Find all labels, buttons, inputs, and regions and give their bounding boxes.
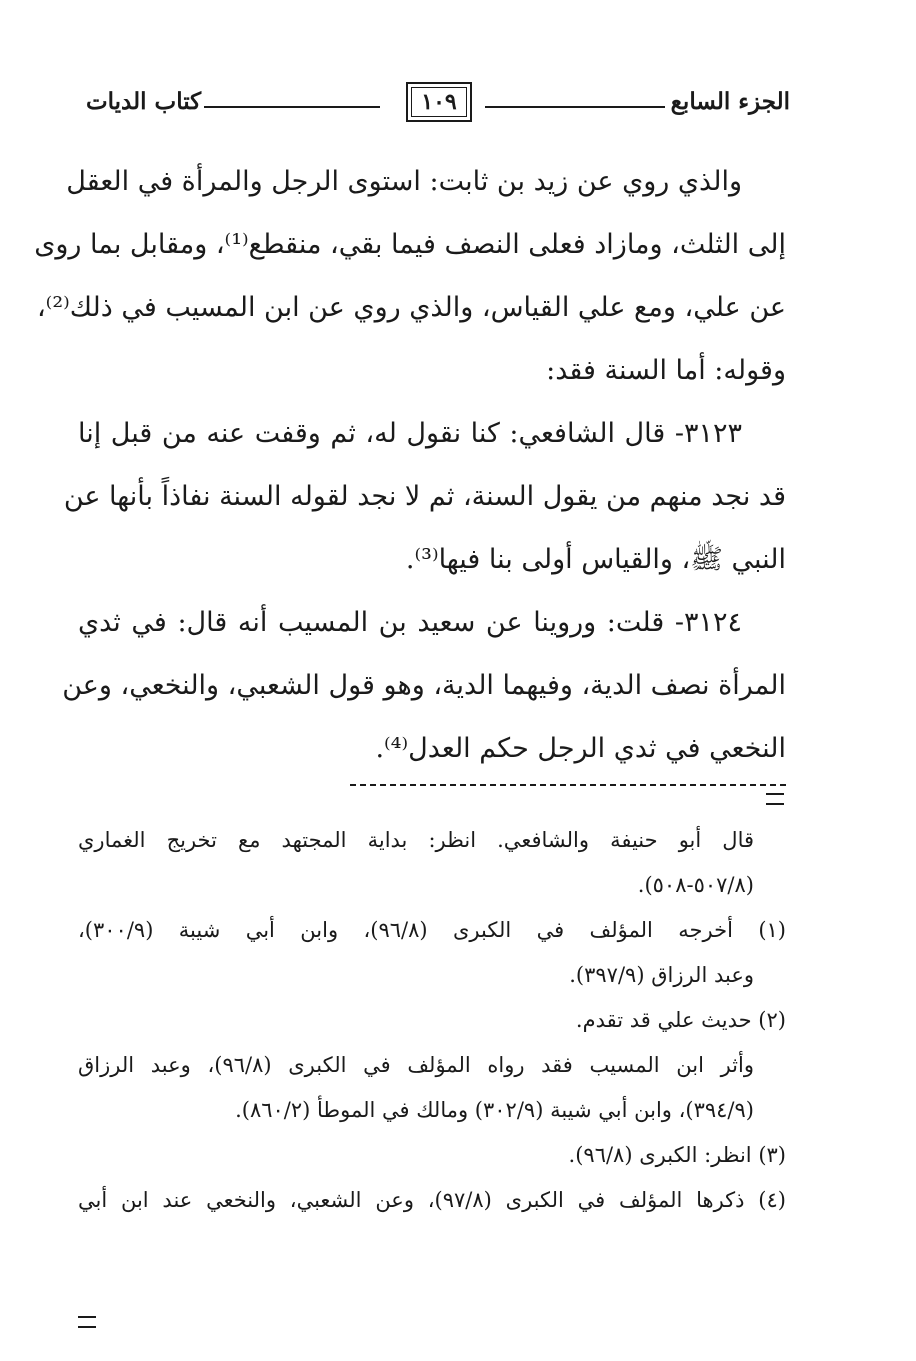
footnote-line: وأثر ابن المسيب فقد رواه المؤلف في الكبرى (٩٦/٨)، وعبد الرزاق	[78, 1053, 754, 1077]
continuation-mark	[78, 1316, 96, 1328]
header-book-title: كتاب الديات	[86, 88, 202, 115]
footnote-line: (٣٩٤/٩)، وابن أبي شيبة (٣٠٢/٩) ومالك في الموطأ (٨٦٠/٢).	[235, 1098, 754, 1122]
main-text	[34, 150, 786, 780]
text-line: المرأة نصف الدية، وفيهما الدية، وهو قول الشعبي، والنخعي، وعن	[62, 670, 786, 701]
footnote-line: (١) أخرجه المؤلف في الكبرى (٩٦/٨)، وابن أبي شيبة (٣٠٠/٩)،	[78, 918, 786, 942]
text-line: عن علي، ومع علي القياس، والذي روي عن ابن المسيب في ذلك⁽²⁾،	[36, 292, 786, 323]
footnote-line: (٥٠٧/٨-٥٠٨).	[637, 873, 754, 897]
page-number: ١٠٩	[406, 82, 472, 122]
footnote-line: (٤) ذكرها المؤلف في الكبرى (٩٧/٨)، وعن الشعبي، والنخعي عند ابن أبي	[78, 1188, 786, 1212]
footnote-line: وعبد الرزاق (٣٩٧/٩).	[569, 963, 754, 987]
text-line: ٣١٢٣- قال الشافعي: كنا نقول له، ثم وقفت عنه من قبل إنا	[78, 418, 742, 449]
running-header	[86, 82, 790, 128]
header-rule-right	[485, 106, 665, 108]
text-line: وقوله: أما السنة فقد:	[546, 355, 786, 386]
footnote-line: (٢) حديث علي قد تقدم.	[575, 1008, 786, 1032]
footnotes	[78, 818, 786, 1223]
text-line: إلى الثلث، ومازاد فعلى النصف فيما بقي، منقطع⁽¹⁾، ومقابل بما روى	[34, 229, 786, 260]
header-rule-left	[204, 106, 380, 108]
footnote-line: قال أبو حنيفة والشافعي. انظر: بداية المجتهد مع تخريج الغماري	[78, 828, 754, 852]
header-part-title: الجزء السابع	[670, 88, 790, 115]
continuation-mark	[766, 793, 784, 805]
text-line: والذي روي عن زيد بن ثابت: استوى الرجل والمرأة في العقل	[66, 166, 742, 197]
text-line: قد نجد منهم من يقول السنة، ثم لا نجد لقوله السنة نفاذاً بأنها عن	[63, 481, 786, 512]
footnote-line: (٣) انظر: الكبرى (٩٦/٨).	[568, 1143, 786, 1167]
text-line: ٣١٢٤- قلت: وروينا عن سعيد بن المسيب أنه قال: في ثدي	[78, 607, 742, 638]
text-line: النخعي في ثدي الرجل حكم العدل⁽⁴⁾.	[375, 733, 786, 764]
text-line: النبي ﷺ، والقياس أولى بنا فيها⁽³⁾.	[405, 544, 786, 575]
footnote-separator	[350, 784, 786, 786]
